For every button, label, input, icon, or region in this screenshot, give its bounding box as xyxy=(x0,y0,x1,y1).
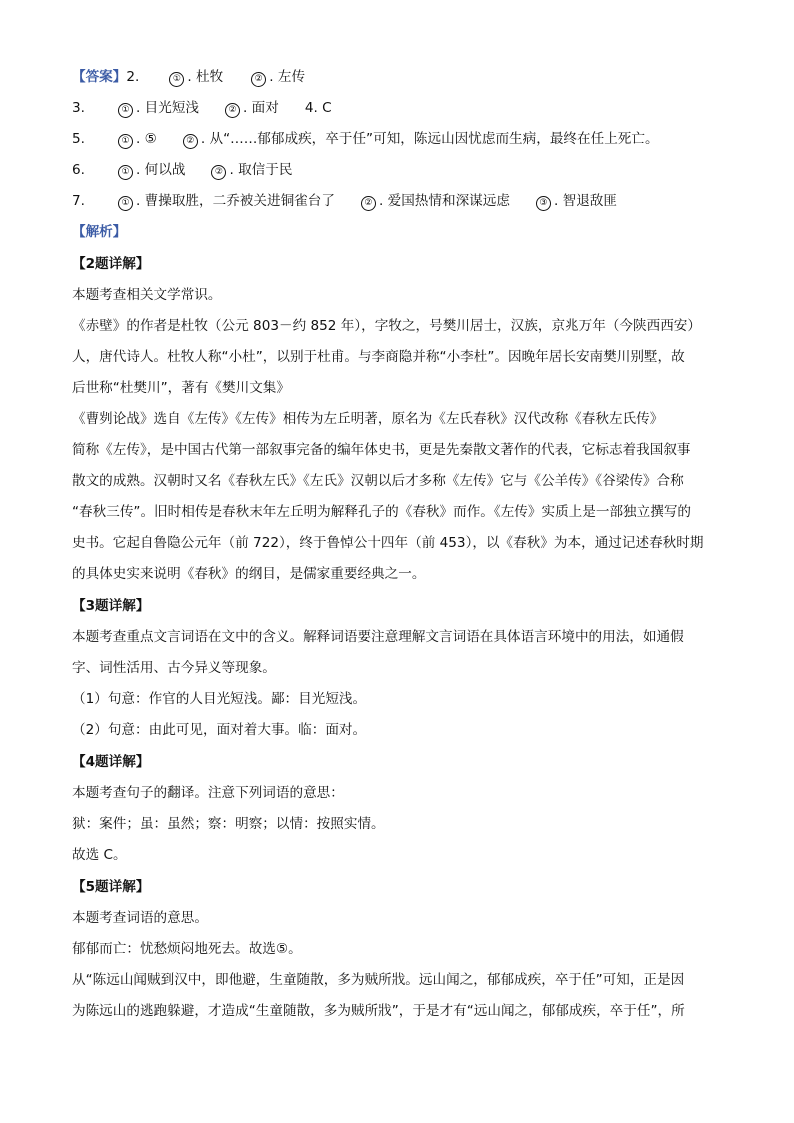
circle-1-icon: ① xyxy=(118,196,133,211)
q5-number: 5. xyxy=(72,131,85,147)
section-5-line: 为陈远山的逃跑躲避，才造成“生童随散，多为贼所戕”，于是才有“远山闻之，郁郁成疾，卒于任”，所 xyxy=(72,1003,685,1019)
q7-item-3: . 智退敌匪 xyxy=(553,193,617,209)
section-2-line: “春秋三传”。旧时相传是春秋末年左丘明为解释孔子的《春秋》而作。《左传》实质上是一部独立撰写的 xyxy=(72,504,692,520)
answer-row-q2 xyxy=(72,67,722,87)
answer-row-q7 xyxy=(72,191,722,211)
circle-2-icon: ② xyxy=(183,134,198,149)
section-2-line: 《赤壁》的作者是杜牧（公元 803－约 852 年），字牧之，号樊川居士，汉族，京兆万年（今陕西西安） xyxy=(72,318,701,334)
q7-item-1: . 曹操取胜，二乔被关进铜雀台了 xyxy=(136,193,335,209)
answer-row-q3 xyxy=(72,98,722,118)
section-5-line: 本题考查词语的意思。 xyxy=(72,910,208,926)
section-4-line: 故选 C。 xyxy=(72,847,127,863)
answer-tag: 【答案】 xyxy=(72,69,127,85)
circle-1-icon: ① xyxy=(118,103,133,118)
section-2-line: 简称《左传》，是中国古代第一部叙事完备的编年体史书，更是先秦散文著作的代表，它标志着我国叙事 xyxy=(72,442,691,458)
circle-2-icon: ② xyxy=(251,72,266,87)
section-2-line: 后世称“杜樊川”，著有《樊川文集》 xyxy=(72,380,290,396)
answer-row-q5 xyxy=(72,129,722,149)
section-3-line: 字、词性活用、古今异义等现象。 xyxy=(72,660,276,676)
q4-answer: 4. C xyxy=(304,100,332,116)
circle-1-icon: ① xyxy=(118,134,133,149)
q6-number: 6. xyxy=(72,162,85,178)
circle-2-icon: ② xyxy=(211,165,226,180)
section-2-line: 散文的成熟。汉朝时又名《春秋左氏》《左氏》汉朝以后才多称《左传》它与《公羊传》《谷梁传》合称 xyxy=(72,473,684,489)
q2-item-1: . 杜牧 xyxy=(187,69,224,85)
q7-number: 7. xyxy=(72,193,85,209)
q6-item-2: . 取信于民 xyxy=(229,162,293,178)
q5-item-1: . ⑤ xyxy=(136,131,157,147)
section-2-line: 《曹刿论战》选自《左传》《左传》相传为左丘明著，原名为《左氏春秋》汉代改称《春秋左氏传》 xyxy=(72,411,664,427)
circle-2-icon: ② xyxy=(225,103,240,118)
section-2-line: 本题考查相关文学常识。 xyxy=(72,287,222,303)
circle-1-icon: ① xyxy=(118,165,133,180)
q2-item-2: . 左传 xyxy=(269,69,306,85)
section-2-title: 【2题详解】 xyxy=(72,256,150,272)
q3-number: 3. xyxy=(72,100,85,116)
section-2-line: 的具体史实来说明《春秋》的纲目，是儒家重要经典之一。 xyxy=(72,566,426,582)
section-5-line: 从“陈远山闻贼到汉中，即他避，生童随散，多为贼所戕。远山闻之，郁郁成疾，卒于任”可知，正是因 xyxy=(72,972,685,988)
q5-item-2: . 从“……郁郁成疾，卒于任”可知，陈远山因忧虑而生病，最终在任上死亡。 xyxy=(200,131,659,147)
section-3-title: 【3题详解】 xyxy=(72,598,150,614)
section-2-line: 史书。它起自鲁隐公元年（前 722），终于鲁悼公十四年（前 453），以《春秋》为本，通过记述春秋时期 xyxy=(72,535,704,551)
q3-item-2: . 面对 xyxy=(243,100,279,116)
section-5-line: 郁郁而亡：忧愁烦闷地死去。故选⑤。 xyxy=(72,941,302,957)
section-3-line: （1）句意：作官的人目光短浅。鄙：目光短浅。 xyxy=(72,691,367,707)
q2-number: 2. xyxy=(126,69,140,85)
section-2-line: 人，唐代诗人。杜牧人称“小杜”，以别于杜甫。与李商隐并称“小李杜”。因晚年居长安南樊川别墅，故 xyxy=(72,349,685,365)
section-4-line: 本题考查句子的翻译。注意下列词语的意思： xyxy=(72,785,344,801)
section-5-title: 【5题详解】 xyxy=(72,879,150,895)
section-3-line: （2）句意：由此可见，面对着大事。临：面对。 xyxy=(72,722,367,738)
q6-item-1: . 何以战 xyxy=(136,162,186,178)
circle-2-icon: ② xyxy=(361,196,376,211)
analysis-tag: 【解析】 xyxy=(72,224,127,240)
section-4-line: 狱：案件；虽：虽然；察：明察；以情：按照实情。 xyxy=(72,816,385,832)
q3-item-1: . 目光短浅 xyxy=(136,100,200,116)
section-3-line: 本题考查重点文言词语在文中的含义。解释词语要注意理解文言词语在具体语言环境中的用法，如通假 xyxy=(72,629,684,645)
circle-1-icon: ① xyxy=(169,72,184,87)
q7-item-2: . 爱国热情和深谋远虑 xyxy=(378,193,510,209)
circle-3-icon: ③ xyxy=(536,196,551,211)
section-4-title: 【4题详解】 xyxy=(72,754,150,770)
answer-row-q6 xyxy=(72,160,722,180)
